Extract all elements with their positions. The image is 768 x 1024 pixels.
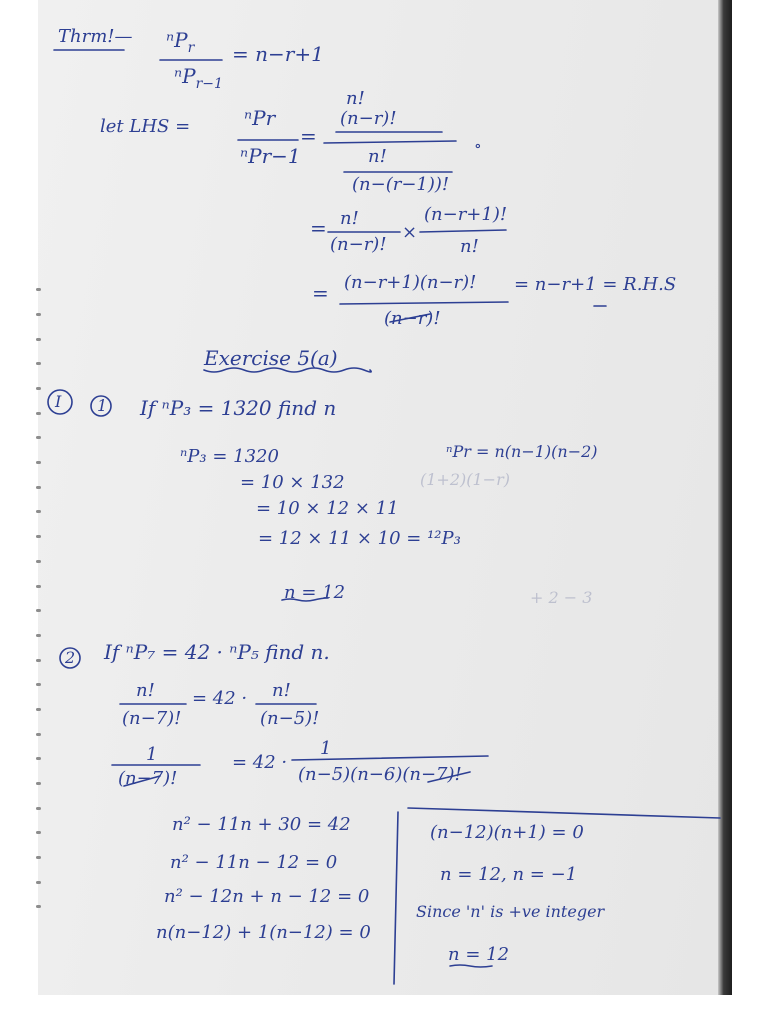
q2-eq2-left-bottom: (n−7)! — [118, 768, 178, 789]
q2-line1: n² − 11n + 30 = 42 — [172, 814, 351, 835]
section-marker: I — [55, 392, 62, 411]
q2-eq2-left-top: 1 — [146, 744, 158, 765]
theorem-label: Thrm!— — [58, 26, 133, 47]
proof-step2-times: × — [402, 222, 418, 243]
proof-step2-b-top: (n−r+1)! — [424, 204, 508, 225]
proof-frac-den: ⁿPr−1 — [240, 144, 301, 168]
q1-line3: = 10 × 12 × 11 — [256, 498, 399, 519]
q2-line2: n² − 11n − 12 = 0 — [170, 852, 338, 873]
q2-right3: Since 'n' is +ve integer — [416, 902, 605, 921]
q1-line4: = 12 × 11 × 10 = ¹²P₃ — [258, 528, 461, 549]
proof-step3-prefix: = — [312, 281, 329, 305]
q2-eq1-right-top: n! — [272, 680, 291, 701]
proof-step3-bottom: (n−r)! — [384, 308, 441, 329]
page-shadow-edge — [718, 0, 732, 995]
bleed-through-2: + 2 − 3 — [530, 588, 593, 607]
q2-statement: If ⁿP₇ = 42 · ⁿP₅ find n. — [104, 640, 330, 664]
theorem-denominator: ⁿP$_{r-1}$ — [174, 64, 223, 92]
q2-right4: n = 12 — [448, 944, 510, 965]
proof-step2-prefix: = — [310, 216, 327, 240]
q1-line1: ⁿP₃ = 1320 — [180, 446, 279, 467]
q2-number: 2 — [65, 648, 76, 667]
q2-right2: n = 12, n = −1 — [440, 864, 578, 885]
proof-num-top: n! — [346, 88, 365, 109]
q2-line3: n² − 12n + n − 12 = 0 — [164, 886, 370, 907]
proof-frac-num: ⁿPr — [244, 106, 276, 130]
q2-eq1-left-bottom: (n−7)! — [122, 708, 182, 729]
proof-eq1: = — [300, 124, 317, 148]
proof-step3-result: = n−r+1 = R.H.S — [514, 274, 677, 295]
proof-step3-top: (n−r+1)(n−r)! — [344, 272, 477, 293]
proof-step2-a-bottom: (n−r)! — [330, 234, 387, 255]
bleed-through-1: (1+2)(1−r) — [420, 470, 510, 489]
proof-num-bottom: (n−r)! — [340, 108, 397, 129]
proof-step2-a-top: n! — [340, 208, 359, 229]
q1-number: 1 — [97, 396, 108, 415]
proof-dot: ∘ — [474, 136, 482, 155]
q2-eq1-mid: = 42 · — [192, 688, 248, 709]
exercise-title: Exercise 5(a) — [204, 346, 338, 370]
q2-eq1-right-bottom: (n−5)! — [260, 708, 320, 729]
q1-statement: If ⁿP₃ = 1320 find n — [140, 396, 337, 420]
q1-side-note: ⁿPr = n(n−1)(n−2) — [446, 442, 598, 461]
q2-eq2-right-bottom: (n−5)(n−6)(n−7)! — [298, 764, 462, 785]
proof-den-top: n! — [368, 146, 387, 167]
q1-line2: = 10 × 132 — [240, 472, 345, 493]
proof-step2-b-bottom: n! — [460, 236, 479, 257]
theorem-numerator: ⁿP$_r$ — [166, 28, 195, 56]
q2-eq2-mid: = 42 · — [232, 752, 288, 773]
spiral-binding — [36, 0, 42, 995]
q2-line4: n(n−12) + 1(n−12) = 0 — [156, 922, 371, 943]
let-lhs: let LHS = — [100, 116, 191, 137]
theorem-rhs: = n−r+1 — [232, 42, 324, 66]
q2-right1: (n−12)(n+1) = 0 — [430, 822, 584, 843]
q1-answer: n = 12 — [284, 582, 346, 603]
q2-eq2-right-top: 1 — [320, 738, 332, 759]
q2-eq1-left-top: n! — [136, 680, 155, 701]
proof-den-bottom: (n−(r−1))! — [352, 174, 450, 195]
